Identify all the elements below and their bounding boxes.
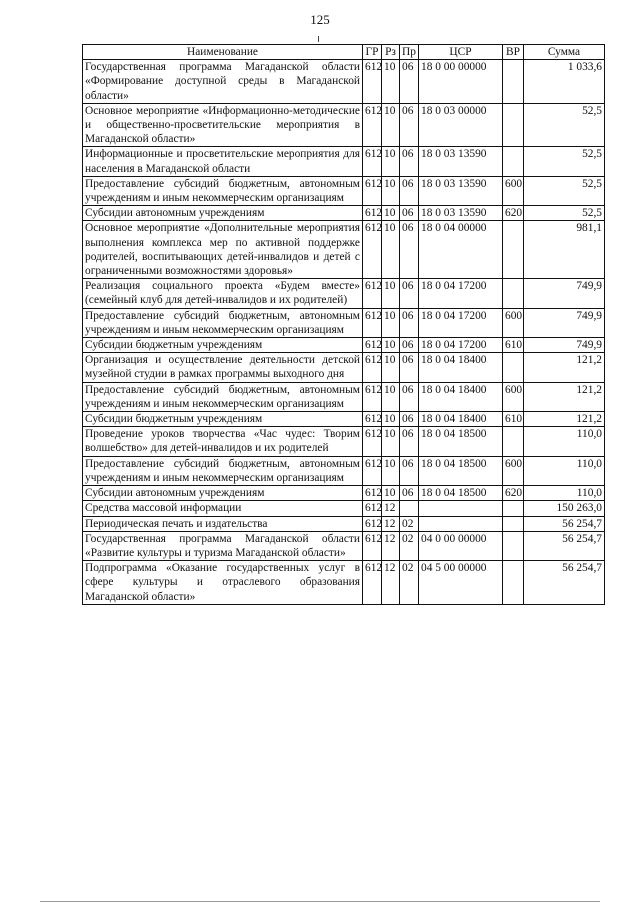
row-vr <box>503 561 524 605</box>
table-row <box>83 516 605 531</box>
row-rz: 12 <box>382 516 400 531</box>
row-name: Информационные и просветительские мероприятия для населения в Магаданской области <box>83 147 363 176</box>
row-name: Основное мероприятие «Информационно-методические и общественно-просветительские мероприятия в Магаданской области» <box>83 103 363 147</box>
row-rz: 12 <box>382 501 400 516</box>
row-rz: 10 <box>382 206 400 221</box>
table-header-row <box>83 45 605 60</box>
row-gr: 612 <box>363 456 382 485</box>
row-vr: 600 <box>503 308 524 337</box>
header-rz: Рз <box>382 45 400 60</box>
row-rz: 10 <box>382 427 400 456</box>
row-name: Средства массовой информации <box>83 501 363 516</box>
row-rz: 10 <box>382 456 400 485</box>
row-pr: 02 <box>400 531 419 560</box>
row-sum: 110,0 <box>524 456 605 485</box>
row-name: Субсидии автономным учреждениям <box>83 486 363 501</box>
row-pr: 06 <box>400 147 419 176</box>
row-pr: 06 <box>400 486 419 501</box>
row-name: Предоставление субсидий бюджетным, автономным учреждениям и иным некоммерческим организациям <box>83 382 363 411</box>
row-sum: 52,5 <box>524 147 605 176</box>
row-gr: 612 <box>363 382 382 411</box>
row-sum: 52,5 <box>524 103 605 147</box>
row-csr: 18 0 04 18400 <box>419 412 503 427</box>
page-tick-mark <box>318 36 319 42</box>
row-sum: 110,0 <box>524 486 605 501</box>
row-name: Реализация социального проекта «Будем вместе» (семейный клуб для детей-инвалидов и их родителей) <box>83 279 363 308</box>
row-csr: 18 0 04 00000 <box>419 221 503 279</box>
header-sum: Сумма <box>524 45 605 60</box>
header-pr: Пр <box>400 45 419 60</box>
row-rz: 10 <box>382 486 400 501</box>
row-csr: 04 5 00 00000 <box>419 561 503 605</box>
row-gr: 612 <box>363 561 382 605</box>
row-rz: 10 <box>382 279 400 308</box>
row-pr: 02 <box>400 561 419 605</box>
row-name: Основное мероприятие «Дополнительные мероприятия выполнения комплекса мер по активной поддержке родителей, воспитывающих детей-инвалидов и детей с ограниченными возможностями здоровья» <box>83 221 363 279</box>
row-csr: 04 0 00 00000 <box>419 531 503 560</box>
table-row <box>83 279 605 308</box>
row-csr: 18 0 04 18500 <box>419 456 503 485</box>
table-row <box>83 103 605 147</box>
header-csr: ЦСР <box>419 45 503 60</box>
row-csr: 18 0 03 13590 <box>419 206 503 221</box>
row-pr: 06 <box>400 176 419 205</box>
row-name: Подпрограмма «Оказание государственных услуг в сфере культуры и отраслевого образования Магаданской области» <box>83 561 363 605</box>
row-gr: 612 <box>363 308 382 337</box>
table-row <box>83 382 605 411</box>
row-pr: 06 <box>400 103 419 147</box>
row-pr: 06 <box>400 308 419 337</box>
row-rz: 10 <box>382 412 400 427</box>
row-vr: 620 <box>503 206 524 221</box>
row-name: Предоставление субсидий бюджетным, автономным учреждениям и иным некоммерческим организациям <box>83 308 363 337</box>
row-pr: 06 <box>400 60 419 104</box>
row-pr: 06 <box>400 279 419 308</box>
row-name: Субсидии автономным учреждениям <box>83 206 363 221</box>
row-gr: 612 <box>363 103 382 147</box>
row-gr: 612 <box>363 353 382 382</box>
row-vr: 620 <box>503 486 524 501</box>
table-row <box>83 412 605 427</box>
row-rz: 10 <box>382 60 400 104</box>
row-rz: 10 <box>382 221 400 279</box>
row-sum: 110,0 <box>524 427 605 456</box>
row-sum: 121,2 <box>524 412 605 427</box>
row-csr: 18 0 00 00000 <box>419 60 503 104</box>
header-vr: ВР <box>503 45 524 60</box>
table-row <box>83 486 605 501</box>
table-row <box>83 60 605 104</box>
row-sum: 749,9 <box>524 338 605 353</box>
table-row <box>83 338 605 353</box>
row-vr: 610 <box>503 412 524 427</box>
table-row <box>83 353 605 382</box>
row-name: Предоставление субсидий бюджетным, автономным учреждениям и иным некоммерческим организациям <box>83 176 363 205</box>
row-gr: 612 <box>363 338 382 353</box>
row-name: Проведение уроков творчества «Час чудес: Творим волшебство» для детей-инвалидов и их родителей <box>83 427 363 456</box>
row-gr: 612 <box>363 412 382 427</box>
table-row <box>83 456 605 485</box>
row-rz: 10 <box>382 176 400 205</box>
row-vr <box>503 60 524 104</box>
row-pr: 06 <box>400 382 419 411</box>
row-csr: 18 0 04 17200 <box>419 279 503 308</box>
table-row <box>83 176 605 205</box>
row-sum: 56 254,7 <box>524 561 605 605</box>
row-pr: 06 <box>400 456 419 485</box>
bottom-rule <box>40 901 600 902</box>
row-rz: 12 <box>382 561 400 605</box>
row-vr <box>503 279 524 308</box>
row-sum: 52,5 <box>524 176 605 205</box>
row-rz: 10 <box>382 382 400 411</box>
row-sum: 1 033,6 <box>524 60 605 104</box>
row-csr: 18 0 04 17200 <box>419 338 503 353</box>
row-pr: 06 <box>400 338 419 353</box>
row-name: Предоставление субсидий бюджетным, автономным учреждениям и иным некоммерческим организациям <box>83 456 363 485</box>
row-vr <box>503 221 524 279</box>
row-sum: 52,5 <box>524 206 605 221</box>
row-gr: 612 <box>363 501 382 516</box>
row-vr <box>503 353 524 382</box>
row-name: Организация и осуществление деятельности детской музейной студии в рамках программы выходного дня <box>83 353 363 382</box>
table-row <box>83 147 605 176</box>
row-csr: 18 0 03 13590 <box>419 147 503 176</box>
header-gr: ГР <box>363 45 382 60</box>
table-row <box>83 501 605 516</box>
row-csr: 18 0 03 00000 <box>419 103 503 147</box>
row-name: Государственная программа Магаданской области «Развитие культуры и туризма Магаданской области» <box>83 531 363 560</box>
row-gr: 612 <box>363 531 382 560</box>
row-gr: 612 <box>363 206 382 221</box>
row-gr: 612 <box>363 427 382 456</box>
row-pr: 06 <box>400 427 419 456</box>
row-name: Государственная программа Магаданской области «Формирование доступной среды в Магаданской области» <box>83 60 363 104</box>
table-row <box>83 427 605 456</box>
row-csr: 18 0 04 18400 <box>419 353 503 382</box>
row-rz: 10 <box>382 103 400 147</box>
row-csr: 18 0 04 18400 <box>419 382 503 411</box>
row-vr: 600 <box>503 456 524 485</box>
row-vr <box>503 147 524 176</box>
table-row <box>83 561 605 605</box>
row-vr <box>503 427 524 456</box>
row-sum: 150 263,0 <box>524 501 605 516</box>
row-gr: 612 <box>363 147 382 176</box>
row-csr: 18 0 03 13590 <box>419 176 503 205</box>
row-vr: 600 <box>503 382 524 411</box>
row-sum: 749,9 <box>524 279 605 308</box>
budget-table <box>82 44 605 605</box>
row-gr: 612 <box>363 176 382 205</box>
row-csr: 18 0 04 17200 <box>419 308 503 337</box>
row-vr: 610 <box>503 338 524 353</box>
table-row <box>83 206 605 221</box>
page-number: 125 <box>310 12 330 27</box>
row-rz: 10 <box>382 353 400 382</box>
row-vr <box>503 103 524 147</box>
row-pr: 06 <box>400 353 419 382</box>
row-name: Субсидии бюджетным учреждениям <box>83 338 363 353</box>
row-sum: 56 254,7 <box>524 516 605 531</box>
table-row <box>83 221 605 279</box>
row-pr: 02 <box>400 516 419 531</box>
row-gr: 612 <box>363 516 382 531</box>
row-vr: 600 <box>503 176 524 205</box>
row-rz: 10 <box>382 308 400 337</box>
row-pr: 06 <box>400 412 419 427</box>
row-gr: 612 <box>363 279 382 308</box>
row-csr <box>419 516 503 531</box>
row-gr: 612 <box>363 221 382 279</box>
row-name: Периодическая печать и издательства <box>83 516 363 531</box>
row-sum: 121,2 <box>524 353 605 382</box>
header-name: Наименование <box>83 45 363 60</box>
row-rz: 12 <box>382 531 400 560</box>
row-sum: 56 254,7 <box>524 531 605 560</box>
row-pr: 06 <box>400 206 419 221</box>
row-rz: 10 <box>382 147 400 176</box>
row-vr <box>503 516 524 531</box>
row-csr <box>419 501 503 516</box>
row-sum: 121,2 <box>524 382 605 411</box>
table-row <box>83 308 605 337</box>
row-pr <box>400 501 419 516</box>
row-rz: 10 <box>382 338 400 353</box>
row-gr: 612 <box>363 60 382 104</box>
row-csr: 18 0 04 18500 <box>419 427 503 456</box>
row-vr <box>503 501 524 516</box>
row-pr: 06 <box>400 221 419 279</box>
row-gr: 612 <box>363 486 382 501</box>
row-csr: 18 0 04 18500 <box>419 486 503 501</box>
row-vr <box>503 531 524 560</box>
row-sum: 981,1 <box>524 221 605 279</box>
row-name: Субсидии бюджетным учреждениям <box>83 412 363 427</box>
table-row <box>83 531 605 560</box>
row-sum: 749,9 <box>524 308 605 337</box>
